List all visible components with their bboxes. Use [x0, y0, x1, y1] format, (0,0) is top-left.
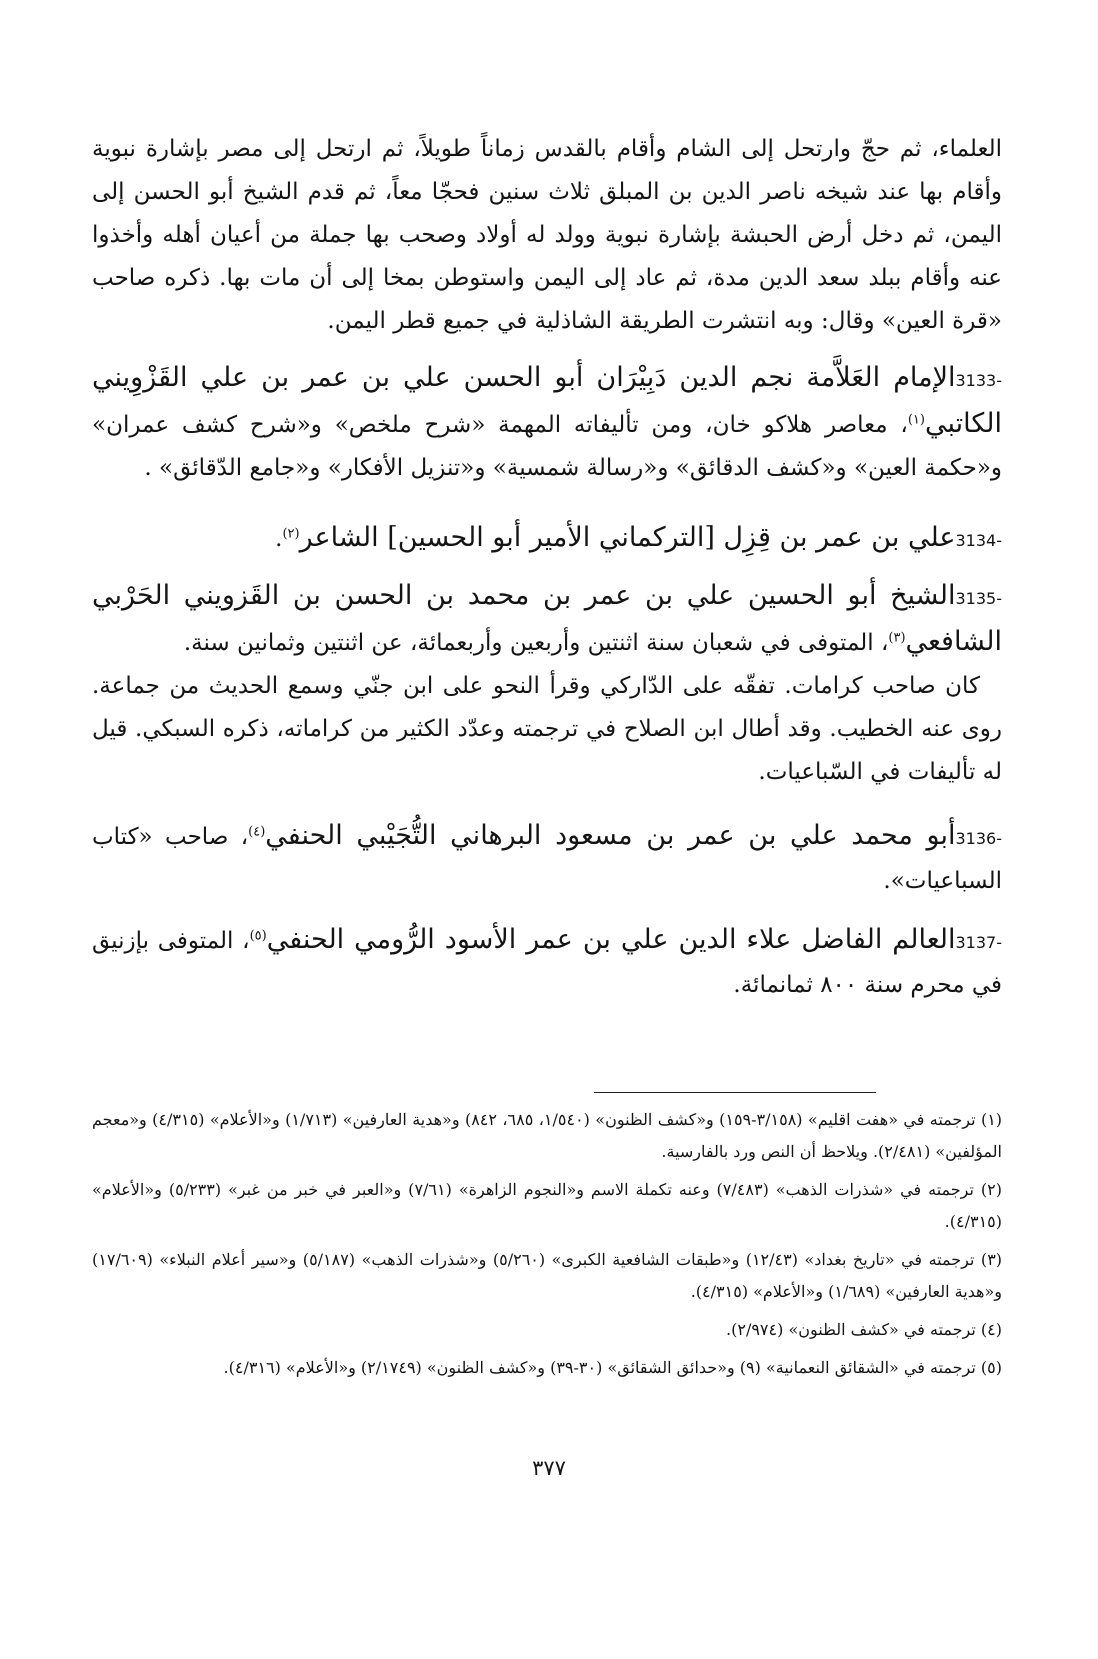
footnote-2: (٢) ترجمته في «شذرات الذهب» (٧/٤٨٣) وعنه تكملة الاسم و«النجوم الزاهرة» (٧/٦١) و«العبر في خبر من غبر» (٥/٢٣٣) و«الأعلام» (٤/٣١٥). [92, 1180, 1003, 1231]
entry-number: 3137- [955, 933, 1002, 952]
footnote-4: (٤) ترجمته في «كشف الظنون» (٢/٩٧٤). [726, 1320, 1002, 1339]
entry-body: . [275, 526, 283, 552]
footnote-ref: (٢) [282, 526, 300, 542]
page-number: ٣٧٧ [532, 1456, 566, 1480]
entry-heading: علي بن عمر بن قِزِل [التركماني الأمير أبو الحسين] الشاعر [299, 522, 956, 553]
entry-body: ، المتوفى في شعبان سنة اثنتين وأربعين وأربعمائة، عن اثنتين وثمانين سنة. [183, 630, 889, 656]
entry-body: ، معاصر هلاكو خان، ومن تأليفاته المهمة «شرح ملخص» و«شرح كشف عمران» و«حكمة العين» و«كشف الدقائق» و«رسالة شمسية» و«تنزيل الأفكار» و«جامع الدّقائق» . [92, 412, 1002, 481]
footnote-ref: (١) [907, 412, 925, 428]
footnote-ref: (٤) [248, 824, 266, 840]
footnote-ref: (٥) [249, 928, 267, 944]
entry-body: ، صاحب «كتاب السباعيات». [92, 824, 1002, 894]
footnote-5: (٥) ترجمته في «الشقائق النعمانية» (٩) و«حدائق الشقائق» (٣٠-٣٩) و«كشف الظنون» (٢/١٧٤٩) و«الأعلام» (٤/٣١٦). [223, 1358, 1002, 1377]
footnote-3: (٣) ترجمته في «تاريخ بغداد» (١٢/٤٣) و«طبقات الشافعية الكبرى» (٥/٢٦٠) و«شذرات الذهب» (٥/١٨٧) و«سير أعلام النبلاء» (١٧/٦٠٩) و«هدية العارفين» (١/٦٨٩) و«الأعلام» (٤/٣١٥). [92, 1250, 1003, 1301]
footnote-separator [594, 1092, 876, 1093]
entry-heading: العالم الفاضل علاء الدين علي بن عمر الأسود الرُّومي الحنفي [266, 924, 956, 955]
entry-number: 3136- [955, 829, 1002, 848]
footnotes [92, 1104, 1002, 1390]
entry-3134 [92, 516, 1002, 562]
entry-heading: الإمام العَلاَّمة نجم الدين دَبِيْرَان أبو الحسن علي بن عمر بن علي القَزْوِيني الكاتبي [92, 362, 1002, 439]
entry-number: 3134- [955, 531, 1002, 550]
intro-text: العلماء، ثم حجّ وارتحل إلى الشام وأقام بالقدس زماناً طويلاً، ثم ارتحل إلى مصر بإشارة نبوية وأقام بها عند شيخه ناصر الدين بن المبلق ثلاث سنين فحجّا معاً، ثم قدم الشيخ أبو الحسن إلى اليمن، ثم دخل أرض الحبشة بإشارة نبوية وولد له أولاد وصحب بها جملة من أعيان أهله وأخذوا عنه وأقام ببلد سعد الدين مدة، ثم عاد إلى اليمن واستوطن بمخا إلى أن مات بها. ذكره صاحب «قرة العين» وقال: وبه انتشرت الطريقة الشاذلية في جميع قطر اليمن. [92, 136, 1002, 334]
entry-3137 [92, 918, 1002, 1007]
entry-3133 [92, 356, 1002, 490]
entry-heading: أبو محمد علي بن عمر بن مسعود البرهاني التُّجَيْبي الحنفي [265, 820, 956, 851]
footnote-1: (١) ترجمته في «هفت اقليم» (٣/١٥٨-١٥٩) و«كشف الظنون» (١/٥٤٠، ٦٨٥، ٨٤٢) و«هدية العارفين» (١/٧١٣) و«الأعلام» (٤/٣١٥) و«معجم المؤلفين» (٢/٤٨١). ويلاحظ أن النص ورد بالفارسية. [92, 1110, 1003, 1161]
footnote-ref: (٣) [888, 630, 906, 646]
entry-heading: الشيخ أبو الحسين علي بن عمر بن محمد بن الحسن بن القَزويني الحَرْبي الشافعي [92, 580, 1002, 657]
entry-number: 3133- [955, 371, 1002, 390]
entry-3135 [92, 574, 1002, 794]
entry-number: 3135- [955, 589, 1002, 608]
entry-extra-paragraph: كان صاحب كرامات. تفقّه على الدّاركي وقرأ النحو على ابن جنّي وسمع الحديث من جماعة. روى عنه الخطيب. وقد أطال ابن الصلاح في ترجمته وعدّد الكثير من كراماته، ذكره السبكي. قيل له تأليفات في السّباعيات. [92, 673, 1002, 785]
entry-3136 [92, 814, 1002, 903]
entry-body: ، المتوفى بإزنيق في محرم سنة ٨٠٠ ثمانمائة. [92, 928, 1002, 998]
intro-paragraph [92, 128, 1002, 343]
